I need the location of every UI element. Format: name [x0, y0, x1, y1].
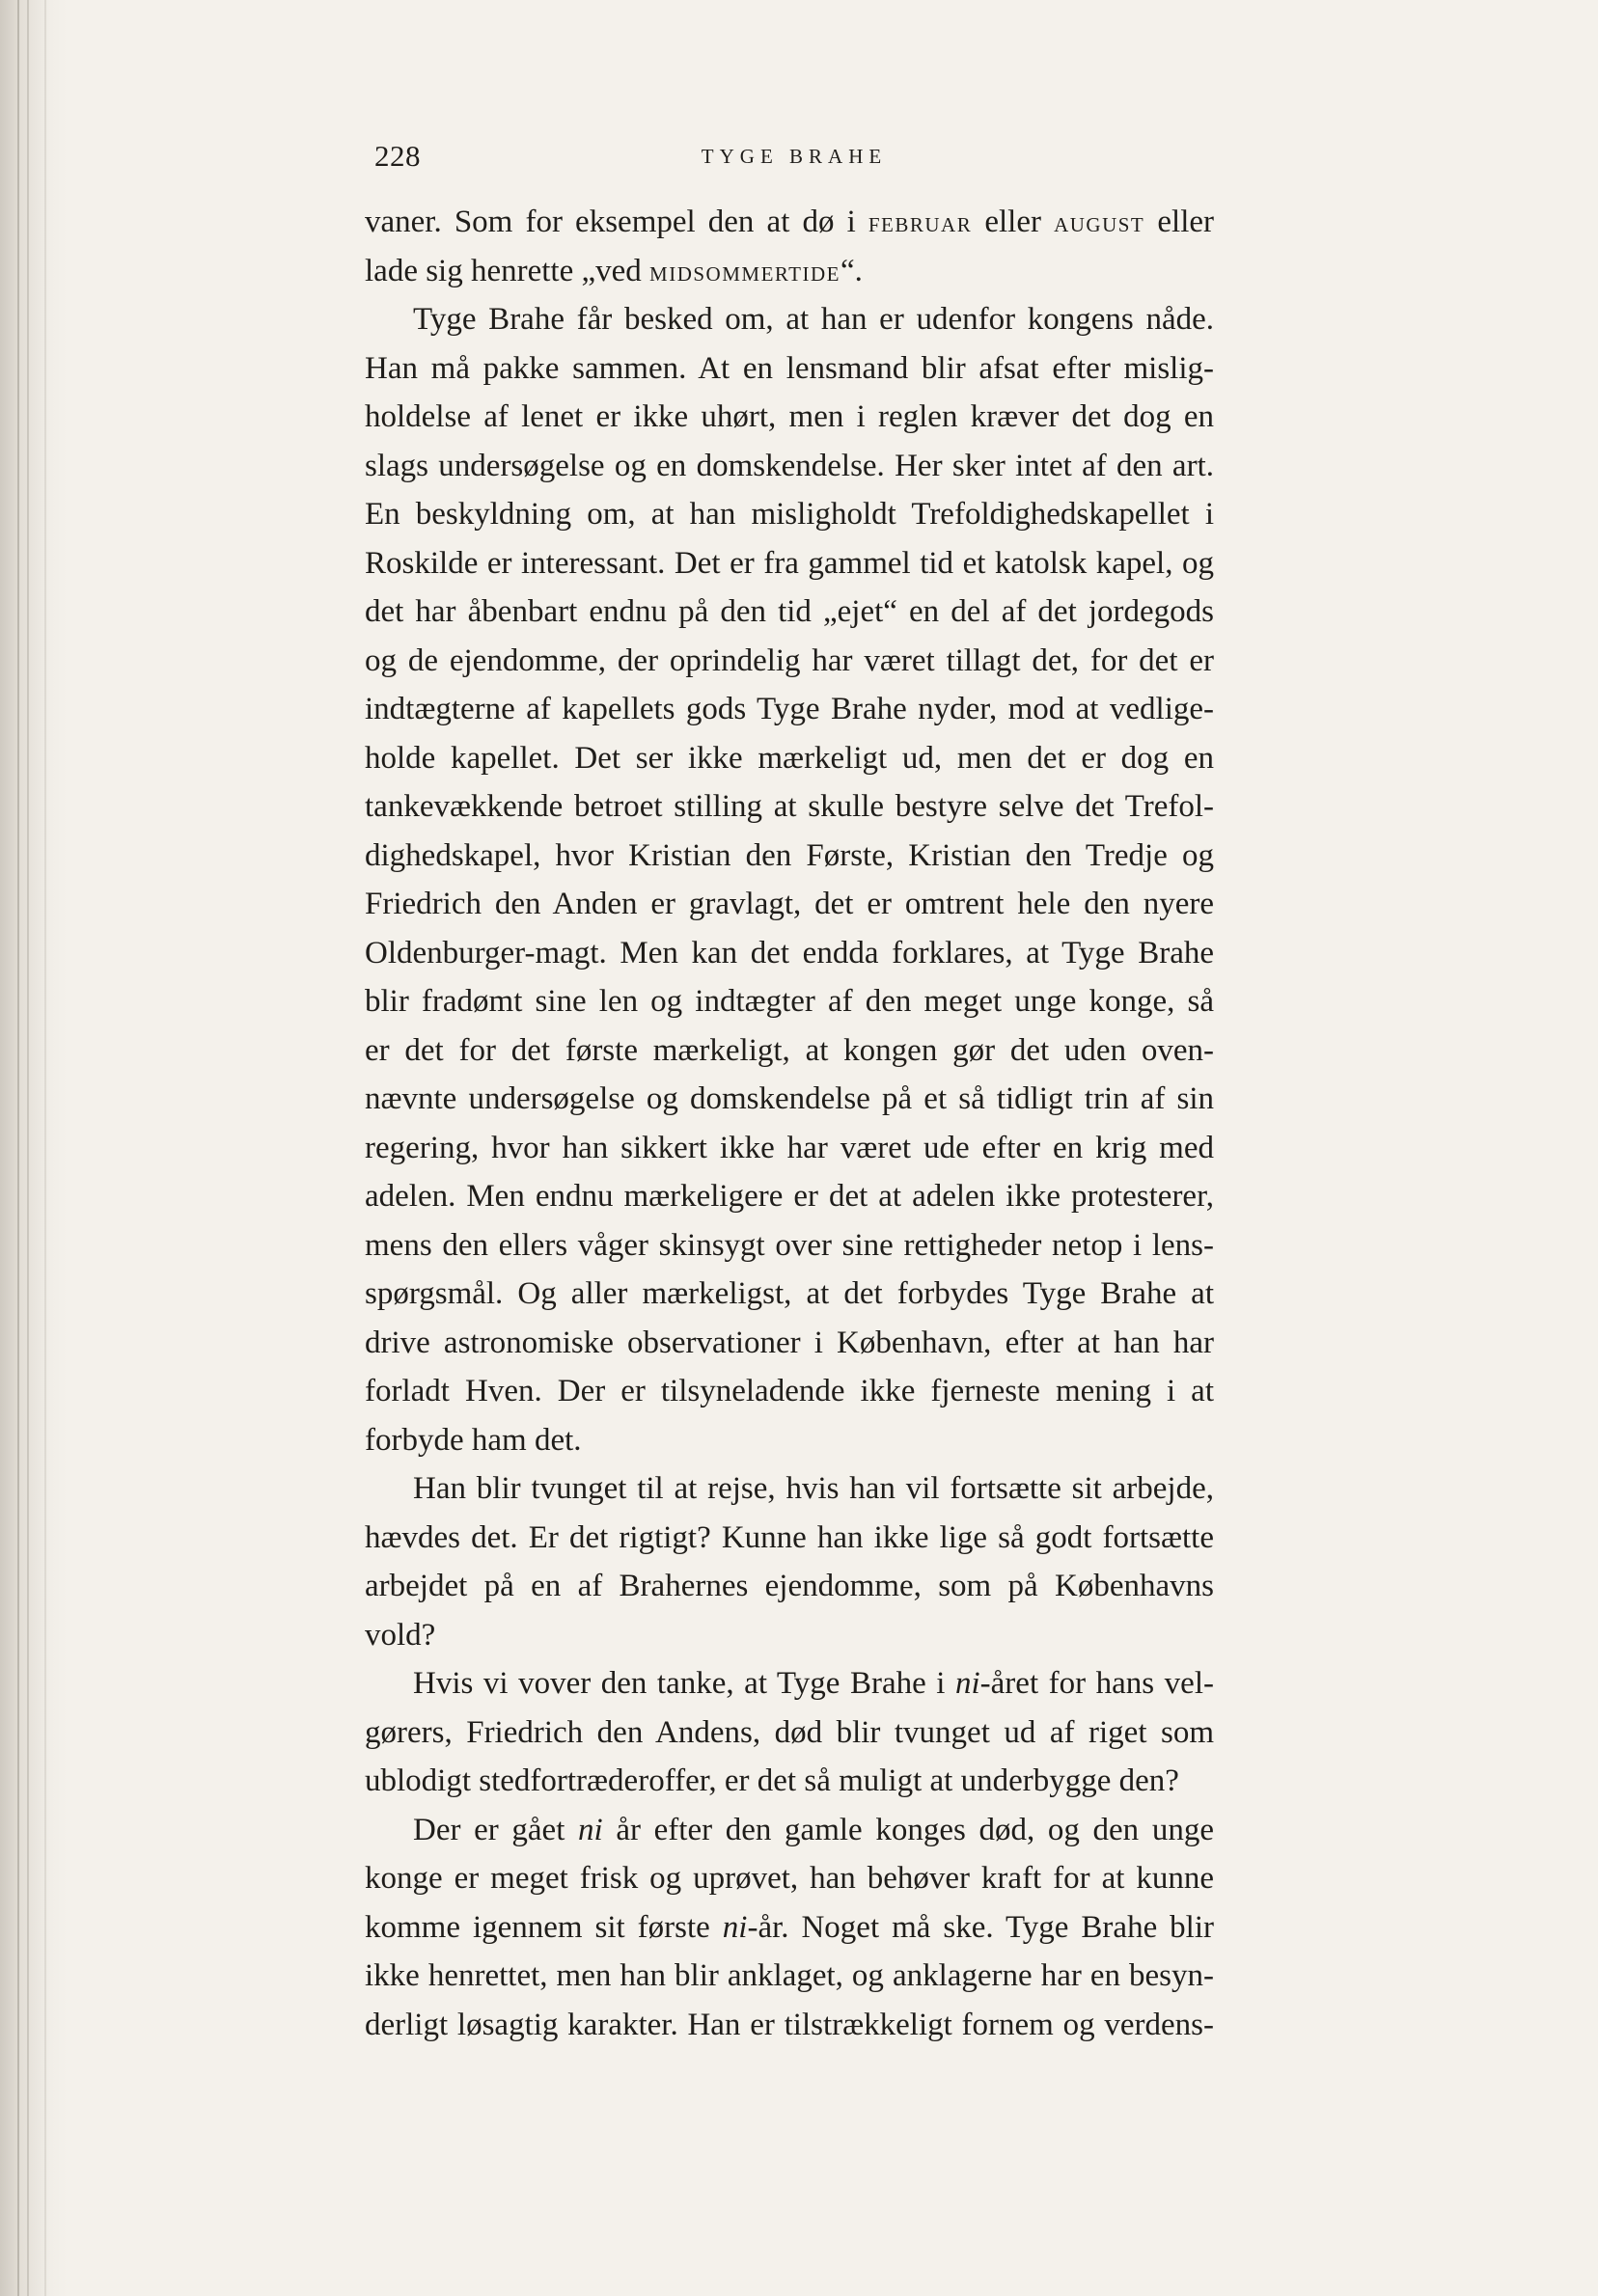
text-line: vold? — [365, 1617, 436, 1653]
text-run: -året for hans vel- — [979, 1666, 1214, 1701]
text-line: gørers, Friedrich den Andens, død blir tvunget ud af riget som — [365, 1714, 1214, 1750]
text-run: komme igennem sit første — [365, 1909, 723, 1945]
text-line: holde kapellet. Det ser ikke mærkeligt ud, men det er dog en — [365, 740, 1214, 776]
binding-shadow-line — [27, 0, 29, 2296]
running-head — [374, 137, 1214, 176]
text-line: indtægterne af kapellets gods Tyge Brahe nyder, mod at vedlige- — [365, 692, 1214, 726]
text-run: -år. Noget må ske. Tyge Brahe blir — [747, 1909, 1214, 1945]
text-line: forladt Hven. Der er tilsyneladende ikke fjerneste mening i at — [365, 1374, 1214, 1408]
text-run: Hvis vi vover den tanke, at Tyge Brahe i — [413, 1666, 955, 1701]
text-line: ikke henrettet, men han blir anklaget, og anklagerne har en besyn- — [365, 1958, 1214, 1993]
binding-shadow-line — [17, 0, 19, 2296]
text-line — [365, 198, 1214, 247]
text-line: derligt løsagtig karakter. Han er tilstrækkeligt fornem og verdens- — [365, 2007, 1214, 2042]
text-line: En beskyldning om, at han misligholdt Trefoldighedskapellet i — [365, 497, 1214, 532]
text-line: Roskilde er interessant. Det er fra gammel tid et katolsk kapel, og — [365, 545, 1214, 581]
small-caps-word: MIDSOMMERTIDE — [649, 261, 840, 286]
text-line: forbyde ham det. — [365, 1422, 582, 1458]
text-line: det har åbenbart endnu på den tid „ejet“ en del af det jordegods — [365, 594, 1214, 629]
text-line: dighedskapel, hvor Kristian den Første, Kristian den Tredje og — [365, 837, 1214, 873]
text-line: Oldenburger-magt. Men kan det endda forklares, at Tyge Brahe — [365, 935, 1214, 970]
paragraph-first-line: Tyge Brahe får besked om, at han er udenfor kongens nåde. — [413, 302, 1214, 337]
text-line: slags undersøgelse og en domskendelse. Her sker intet af den art. — [365, 448, 1214, 483]
small-caps-word: FEBRUAR — [868, 213, 973, 236]
text-line: ublodigt stedfortræderoffer, er det så muligt at underbygge den? — [365, 1763, 1179, 1798]
text-line: nævnte undersøgelse og domskendelse på et så tidligt trin af sin — [365, 1081, 1214, 1116]
text-line: spørgsmål. Og aller mærkeligst, at det forbydes Tyge Brahe at — [365, 1276, 1214, 1311]
text-line: tankevækkende betroet stilling at skulle bestyre selve det Trefol- — [365, 789, 1214, 824]
text-line: arbejdet på en af Brahernes ejendomme, som på Københavns — [365, 1569, 1214, 1603]
text-line: er det for det første mærkeligt, at kongen gør det uden oven- — [365, 1032, 1214, 1068]
text-line — [365, 247, 1214, 296]
running-title: TYGE BRAHE — [701, 145, 888, 168]
text-line: regering, hvor han sikkert ikke har været ude efter en krig med — [365, 1130, 1214, 1165]
text-line: drive astronomiske observationer i København, efter at han har — [365, 1325, 1214, 1360]
text-line: holdelse af lenet er ikke uhørt, men i reglen kræver det dog en — [365, 399, 1214, 434]
italic-word: ni — [955, 1666, 980, 1701]
text-run: lade sig henrette „ved — [365, 253, 650, 288]
text-line: hævdes det. Er det rigtigt? Kunne han ikke lige så godt fortsætte — [365, 1519, 1214, 1555]
text-line — [365, 1903, 1214, 1953]
small-caps-word: AUGUST — [1054, 213, 1145, 236]
text-run: eller — [1144, 205, 1214, 239]
paragraph-first-line: Han blir tvunget til at rejse, hvis han vil fortsætte sit arbejde, — [413, 1471, 1214, 1506]
paragraph-first-line — [365, 1659, 1214, 1708]
text-run: eller — [972, 205, 1055, 239]
text-run: vaner. Som for eksempel den at dø i — [365, 205, 868, 239]
text-line: og de ejendomme, der oprindelig har været tillagt det, for det er — [365, 642, 1214, 678]
page-number: 228 — [374, 139, 421, 173]
italic-word: ni — [578, 1812, 603, 1847]
text-line: mens den ellers våger skinsygt over sine rettigheder netop i lens- — [365, 1227, 1214, 1263]
text-run: år efter den gamle konges død, og den unge — [602, 1812, 1214, 1847]
text-run: Der er gået — [413, 1812, 579, 1847]
paragraph-first-line — [365, 1806, 1214, 1855]
text-run: “. — [840, 253, 863, 288]
text-line: Friedrich den Anden er gravlagt, det er omtrent hele den nyere — [365, 887, 1214, 921]
binding-shadow-line — [44, 0, 46, 2296]
italic-word: ni — [722, 1909, 748, 1945]
text-line: adelen. Men endnu mærkeligere er det at adelen ikke protesterer, — [365, 1179, 1214, 1214]
text-line: blir fradømt sine len og indtægter af den meget unge konge, så — [365, 984, 1214, 1019]
text-line: Han må pakke sammen. At en lensmand blir afsat efter mislig- — [365, 350, 1214, 386]
body-text — [365, 198, 1214, 2049]
page-binding-edge — [0, 0, 68, 2296]
text-line: konge er meget frisk og uprøvet, han behøver kraft for at kunne — [365, 1861, 1214, 1896]
